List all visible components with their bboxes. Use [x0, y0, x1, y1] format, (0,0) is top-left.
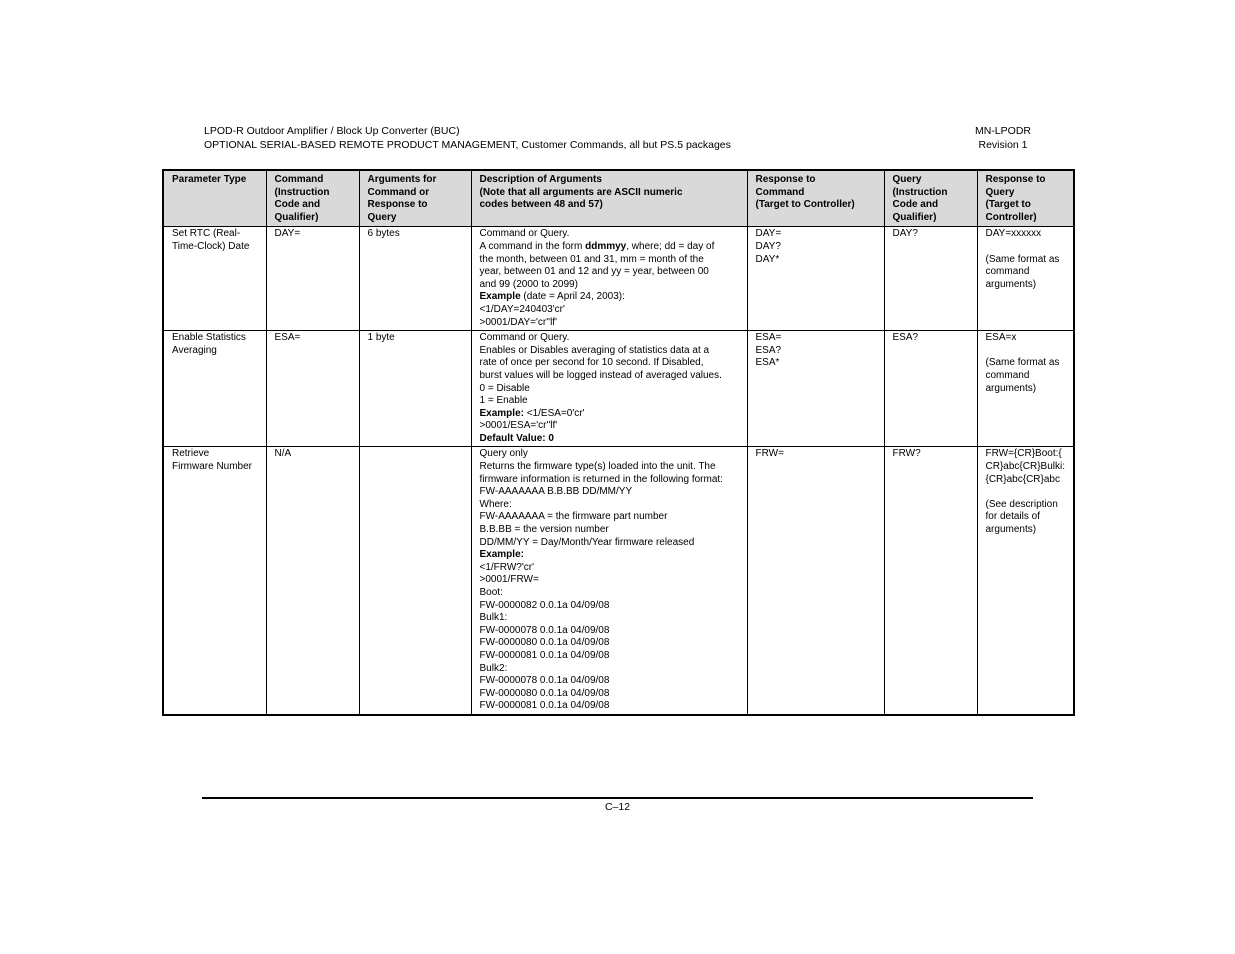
command-table: [162, 169, 1075, 716]
table-header-row: [163, 170, 1074, 227]
col-header-arguments: Arguments for Command or Response to Query: [359, 170, 471, 227]
col-header-command: Command (Instruction Code and Qualifier): [266, 170, 359, 227]
cell-command: N/A: [266, 447, 359, 715]
cell-query: DAY?: [884, 227, 977, 331]
cell-command: DAY=: [266, 227, 359, 331]
page-number: C–12: [604, 801, 631, 813]
header-subtitle: OPTIONAL SERIAL-BASED REMOTE PRODUCT MANAGEMENT, Customer Commands, all but PS.5 packages: [204, 139, 731, 151]
table-row-enable-statistics-averaging: [163, 331, 1074, 447]
document-id: MN-LPODR: [974, 125, 1031, 137]
cell-arguments: 1 byte: [359, 331, 471, 447]
cell-response-to-command: FRW=: [747, 447, 884, 715]
footer-rule: [202, 797, 1033, 799]
table-row-retrieve-firmware-number: [163, 447, 1074, 715]
header-title: LPOD-R Outdoor Amplifier / Block Up Converter (BUC): [204, 125, 460, 137]
cell-description: Command or Query. Enables or Disables averaging of statistics data at a rate of once per second for 10 second. If Disabled, burst values will be logged instead of averaged values. 0 = Disable 1 = Enable Example: <1/ESA=0'cr' >0001/ESA='cr''lf' Default Value: 0: [471, 331, 747, 447]
col-header-description: Description of Arguments (Note that all arguments are ASCII numeric codes between 48 and 57): [471, 170, 747, 227]
cell-arguments: 6 bytes: [359, 227, 471, 331]
running-header: [204, 124, 731, 152]
cell-parameter-type: Set RTC (Real- Time-Clock) Date: [163, 227, 266, 331]
cell-parameter-type: Retrieve Firmware Number: [163, 447, 266, 715]
cell-response-to-query: ESA=x (Same format as command arguments): [977, 331, 1074, 447]
cell-response-to-command: ESA= ESA? ESA*: [747, 331, 884, 447]
cell-response-to-query: FRW={CR}Boot:{ CR}abc{CR}Bulki: {CR}abc{CR}abc (See description for details of arguments): [977, 447, 1074, 715]
cell-arguments: [359, 447, 471, 715]
cell-command: ESA=: [266, 331, 359, 447]
col-header-response-to-query: Response to Query (Target to Controller): [977, 170, 1074, 227]
cell-response-to-query: DAY=xxxxxx (Same format as command arguments): [977, 227, 1074, 331]
cell-description: Query only Returns the firmware type(s) loaded into the unit. The firmware information is returned in the following format: FW-AAAAAAA B.B.BB DD/MM/YY Where: FW-AAAAAAA = the firmware part number B.B.BB = the version number DD/MM/YY = Day/Month/Year firmware released Example: <1/FRW?'cr' >0001/FRW= Boot: FW-0000082 0.0.1a 04/09/08 Bulk1: FW-0000078 0.0.1a 04/09/08 FW-0000080 0.0.1a 04/09/08 FW-0000081 0.0.1a 04/09/08 Bulk2: FW-0000078 0.0.1a 04/09/08 FW-0000080 0.0.1a 04/09/08 FW-0000081 0.0.1a 04/09/08: [471, 447, 747, 715]
document-id-block: [944, 124, 1062, 152]
cell-query: FRW?: [884, 447, 977, 715]
cell-description: Command or Query. A command in the form ddmmyy, where; dd = day of the month, between 01 and 31, mm = month of the year, between 01 and 12 and yy = year, between 00 and 99 (2000 to 2099) Example (date = April 24, 2003): <1/DAY=240403'cr' >0001/DAY='cr''lf': [471, 227, 747, 331]
table-row-set-rtc-date: [163, 227, 1074, 331]
col-header-parameter-type: Parameter Type: [163, 170, 266, 227]
cell-response-to-command: DAY= DAY? DAY*: [747, 227, 884, 331]
cell-parameter-type: Enable Statistics Averaging: [163, 331, 266, 447]
col-header-response-to-command: Response to Command (Target to Controller): [747, 170, 884, 227]
revision: Revision 1: [978, 139, 1028, 151]
col-header-query: Query (Instruction Code and Qualifier): [884, 170, 977, 227]
cell-query: ESA?: [884, 331, 977, 447]
